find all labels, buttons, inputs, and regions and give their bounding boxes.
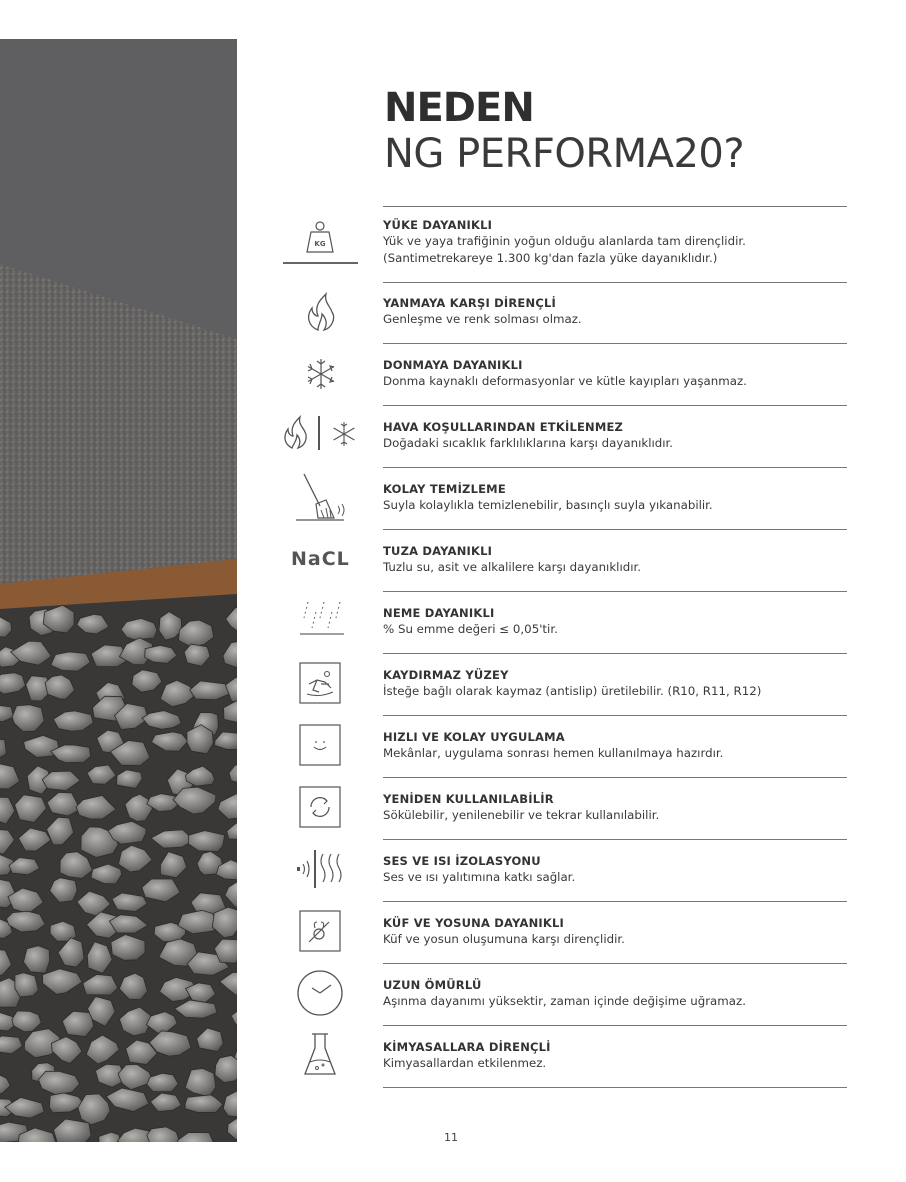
nacl-icon: NaCL xyxy=(291,548,350,570)
weight-kg-icon xyxy=(305,220,335,256)
mop-icon xyxy=(294,470,348,524)
feature-title: YÜKE DAYANIKLI xyxy=(383,218,493,232)
flame-icon xyxy=(304,292,340,332)
feature-text: Genleşme ve renk solması olmaz. xyxy=(383,312,582,326)
feature-reusable xyxy=(383,792,853,824)
divider xyxy=(383,529,847,530)
feature-text: Sökülebilir, yenilenebilir ve tekrar kullanılabilir. xyxy=(383,808,660,822)
feature-chemical xyxy=(383,1040,853,1072)
divider xyxy=(383,1025,847,1026)
divider xyxy=(383,963,847,964)
divider xyxy=(383,901,847,902)
divider xyxy=(383,777,847,778)
product-photo xyxy=(0,39,237,1142)
title-line-2: NG PERFORMA20? xyxy=(384,131,745,177)
icon-underline xyxy=(283,262,358,264)
feature-longevity xyxy=(383,978,853,1010)
feature-moisture xyxy=(383,606,853,638)
feature-load xyxy=(383,218,853,267)
feature-text: Kimyasallardan etkilenmez. xyxy=(383,1056,547,1070)
mold-tile-icon xyxy=(299,910,341,952)
divider xyxy=(383,467,847,468)
feature-frost xyxy=(383,358,853,390)
feature-text: Ses ve ısı yalıtımına katkı sağlar. xyxy=(383,870,576,884)
page-title xyxy=(384,86,744,178)
flame-snowflake-icon xyxy=(282,414,362,452)
feature-title: HIZLI VE KOLAY UYGULAMA xyxy=(383,730,565,744)
feature-fast-install xyxy=(383,730,853,762)
snowflake-icon xyxy=(304,357,338,391)
feature-salt xyxy=(383,544,853,576)
feature-cleaning xyxy=(383,482,853,514)
feature-title: UZUN ÖMÜRLÜ xyxy=(383,978,482,992)
divider xyxy=(383,591,847,592)
feature-text: Aşınma dayanımı yüksektir, zaman içinde değişime uğramaz. xyxy=(383,994,746,1008)
feature-text: İsteğe bağlı olarak kaymaz (antislip) üretilebilir. (R10, R11, R12) xyxy=(383,684,762,698)
flask-icon xyxy=(302,1030,338,1080)
divider xyxy=(383,343,847,344)
feature-title: HAVA KOŞULLARINDAN ETKİLENMEZ xyxy=(383,420,624,434)
page-number: 11 xyxy=(444,1131,458,1144)
feature-title: KÜF VE YOSUNA DAYANIKLI xyxy=(383,916,565,930)
feature-title: KAYDIRMAZ YÜZEY xyxy=(383,668,509,682)
feature-mold xyxy=(383,916,853,948)
feature-title: KOLAY TEMİZLEME xyxy=(383,482,506,496)
recycle-tile-icon xyxy=(299,786,341,828)
divider xyxy=(383,653,847,654)
feature-title: DONMAYA DAYANIKLI xyxy=(383,358,523,372)
feature-title: KİMYASALLARA DİRENÇLİ xyxy=(383,1040,551,1054)
sound-heat-icon xyxy=(293,848,345,890)
feature-text: % Su emme değeri ≤ 0,05'tir. xyxy=(383,622,558,636)
feature-text: Küf ve yosun oluşumuna karşı dirençlidir. xyxy=(383,932,625,946)
feature-text: Donma kaynaklı deformasyonlar ve kütle kayıpları yaşanmaz. xyxy=(383,374,747,388)
title-line-1: NEDEN xyxy=(384,85,534,131)
divider xyxy=(383,1087,847,1088)
divider xyxy=(383,206,847,207)
feature-text: Doğadaki sıcaklık farklılıklarına karşı dayanıklıdır. xyxy=(383,436,674,450)
feature-text: Mekânlar, uygulama sonrası hemen kullanılmaya hazırdır. xyxy=(383,746,724,760)
slip-icon xyxy=(299,662,341,704)
kg-label: KG xyxy=(314,240,326,248)
divider xyxy=(383,405,847,406)
divider xyxy=(383,839,847,840)
clock-icon xyxy=(295,968,345,1018)
rain-icon xyxy=(298,598,346,638)
feature-text-2: (Santimetrekareye 1.300 kg'dan fazla yüke dayanıklıdır.) xyxy=(383,251,718,265)
feature-text: Suyla kolaylıkla temizlenebilir, basınçlı suyla yıkanabilir. xyxy=(383,498,713,512)
feature-fire xyxy=(383,296,853,328)
feature-insulation xyxy=(383,854,853,886)
feature-text: Yük ve yaya trafiğinin yoğun olduğu alanlarda tam dirençlidir. xyxy=(383,234,746,248)
feature-title: SES VE ISI İZOLASYONU xyxy=(383,854,541,868)
gravel-stone xyxy=(15,973,39,997)
feature-title: TUZA DAYANIKLI xyxy=(383,544,493,558)
feature-weather xyxy=(383,420,853,452)
divider xyxy=(383,715,847,716)
feature-title: NEME DAYANIKLI xyxy=(383,606,495,620)
feature-title: YENİDEN KULLANILABİLİR xyxy=(383,792,554,806)
divider xyxy=(383,282,847,283)
smile-tile-icon xyxy=(299,724,341,766)
feature-antislip xyxy=(383,668,853,700)
feature-title: YANMAYA KARŞI DİRENÇLİ xyxy=(383,296,556,310)
feature-text: Tuzlu su, asit ve alkalilere karşı dayanıklıdır. xyxy=(383,560,642,574)
